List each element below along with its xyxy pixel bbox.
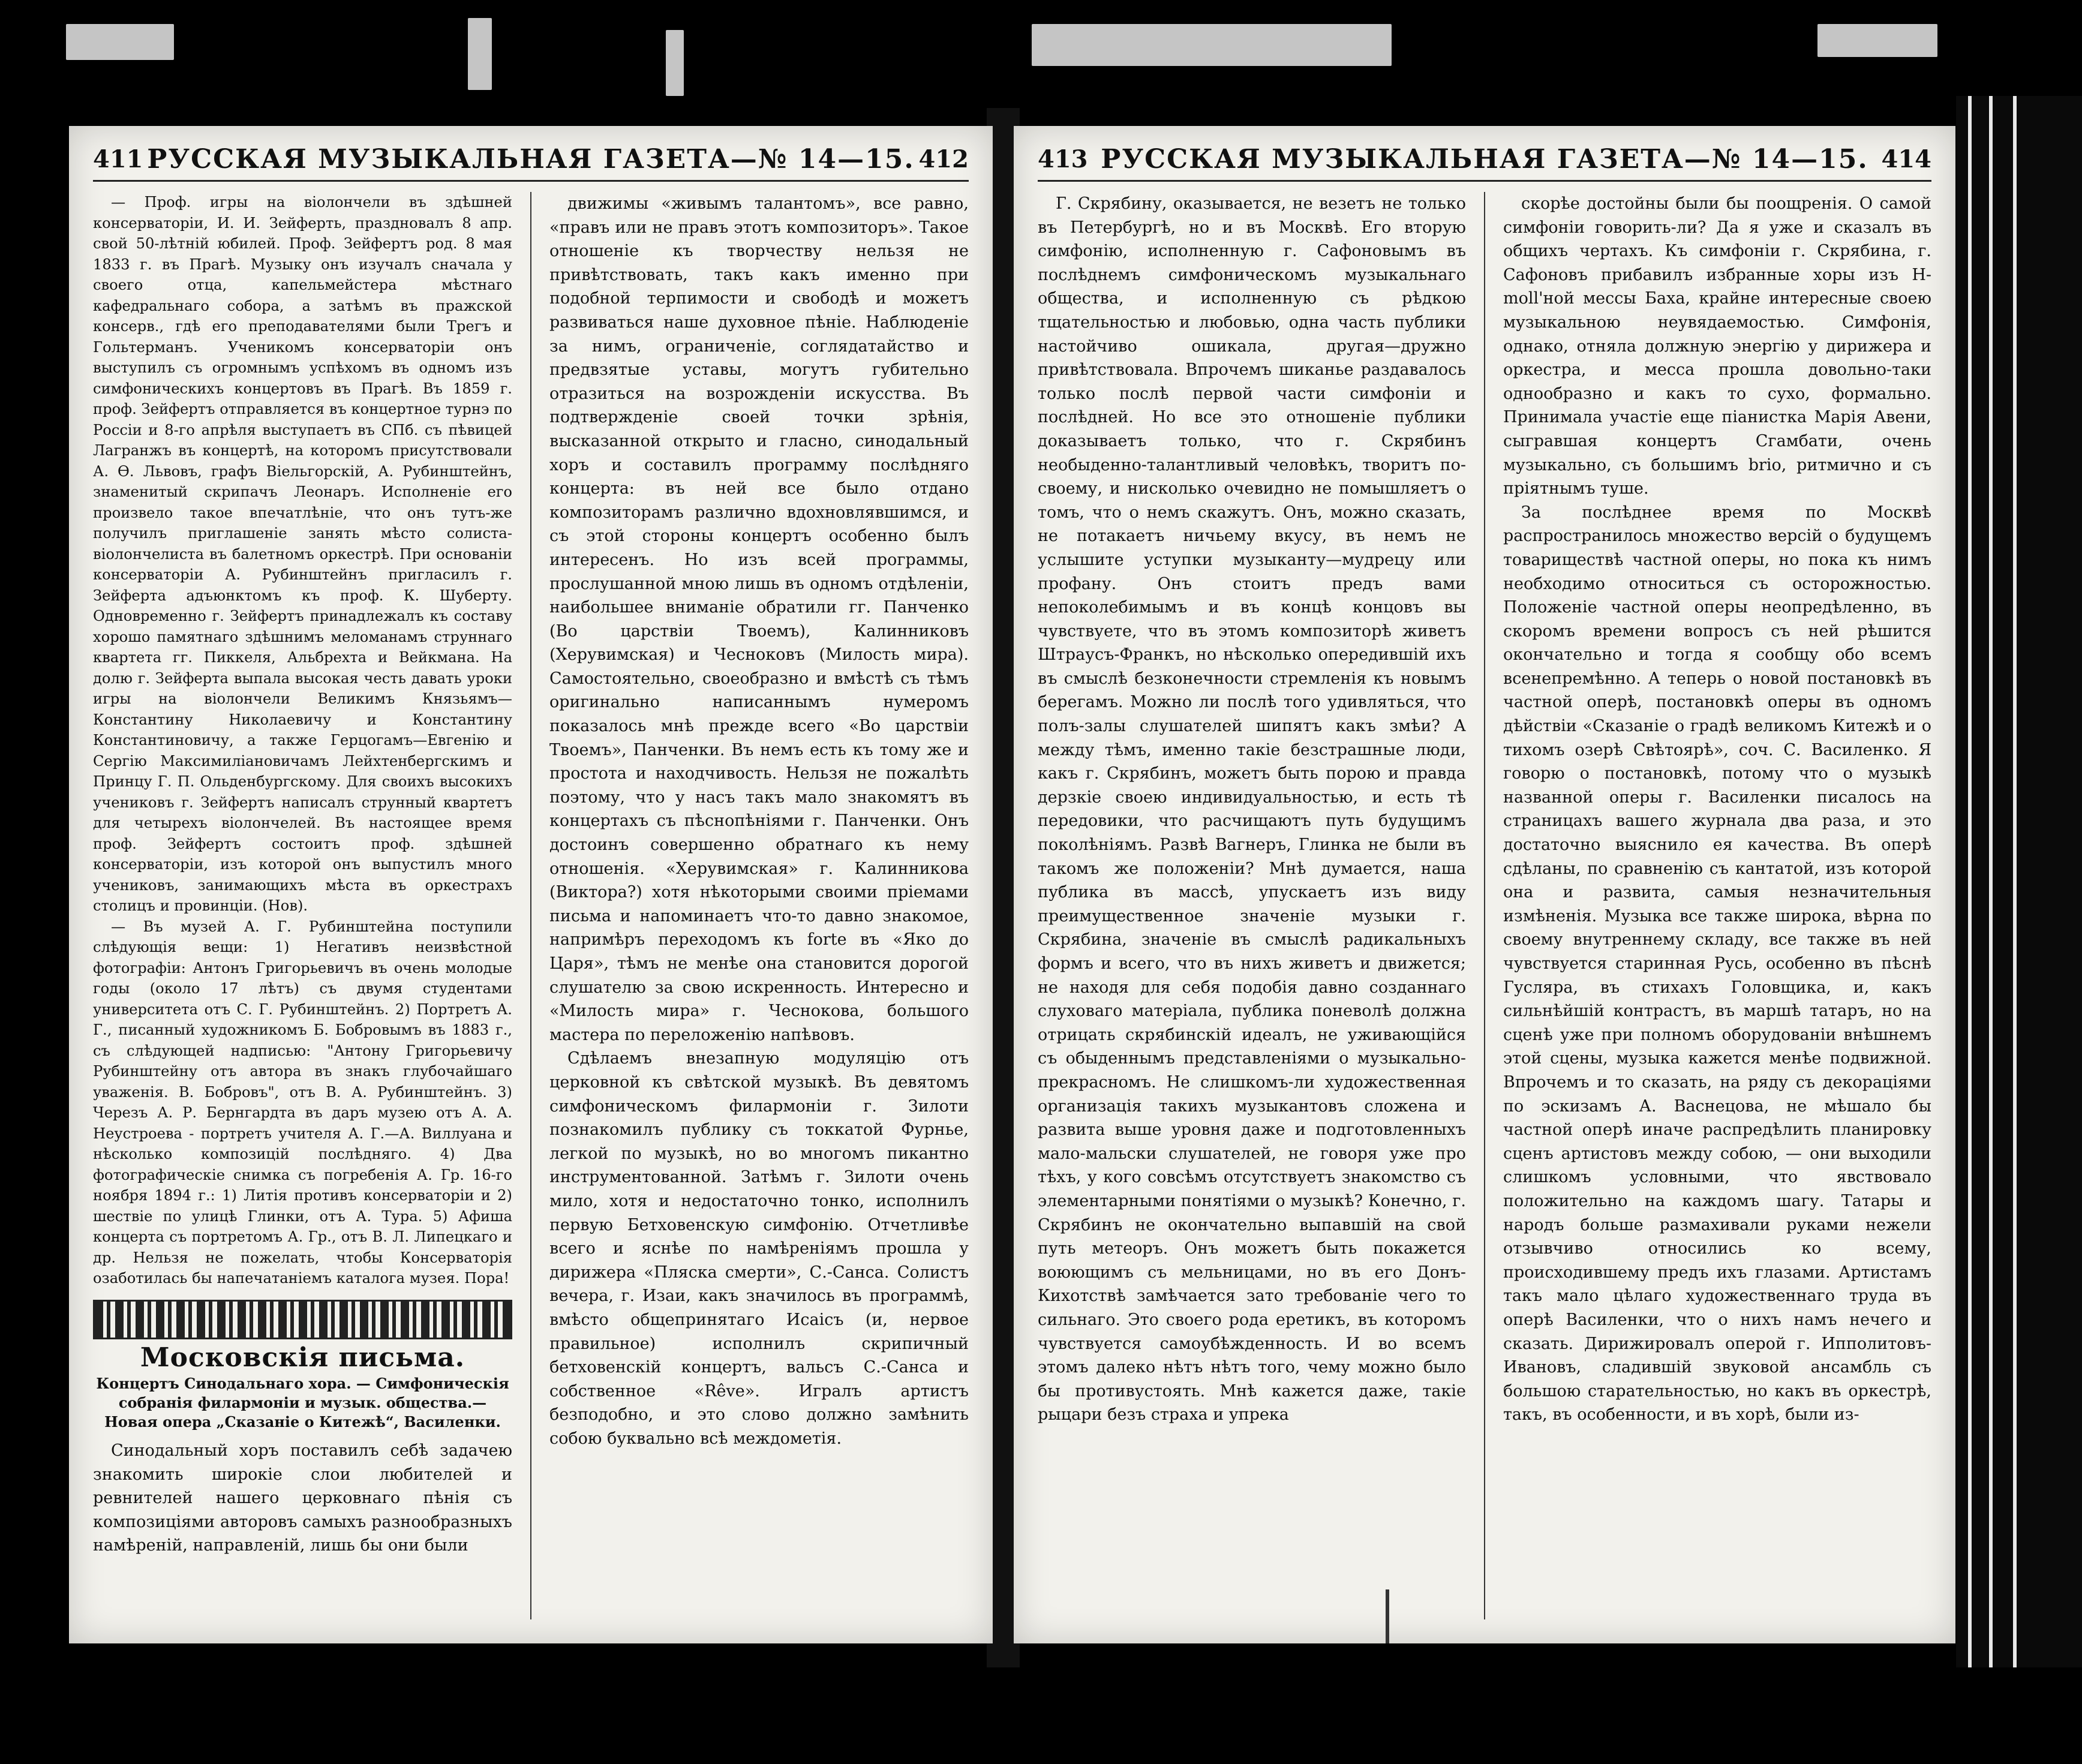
page-number-412: 412 xyxy=(918,145,969,173)
column-2 xyxy=(549,192,969,1619)
page-number-414: 414 xyxy=(1881,145,1931,173)
column-1-body xyxy=(93,1439,512,1558)
left-page-columns xyxy=(93,192,969,1619)
article-choir-continued: движимы «живымъ талантомъ», все равно, «правъ или не правъ этотъ композиторъ». Такое отношеніе къ творчеству нельзя не привѣтствовать, такъ какъ именно при подобной терпимости и свободѣ и можетъ развиваться наше духовное пѣніе. Наблюденіе за нимъ, ограниченіе, соглядатайство и предвзятые уставы, могутъ губительно отразиться на возрожденіи искусства. Въ подтвержденіе своей точки зрѣнія, высказанной открыто и гласно, синодальный хоръ и составилъ программу послѣдняго концерта: въ ней все было отдано композиторамъ различно вдохновлявшимся, и съ этой стороны концертъ особенно былъ интересенъ. Но изъ всей программы, прослушанной мною лишь въ одномъ отдѣленіи, наибольшее вниманіе обратили гг. Панченко (Во царствіи Твоемъ), Калинниковъ (Херувимская) и Чесноковъ (Милость мира). Самостоятельно, своеобразно и вмѣстѣ съ тѣмъ оригинально написаннымъ нумеромъ показалось мнѣ прежде всего «Во царствіи Твоемъ», Панченки. Въ немъ есть къ тому же и простота и находчивость. Нельзя не пожалѣть поэтому, что у насъ такъ мало знакомятъ въ концертахъ съ пѣснопѣніями г. Панченки. Онъ достоинъ совершенно обратнаго къ нему отношенія. «Херувимская» г. Калинникова (Виктора?) хотя нѣкоторыми своими пріемами письма и напоминаетъ что-то давно знакомое, напримѣръ переходомъ къ forte въ «Яко до Царя», тѣмъ не менѣе она становится дорогой слушателю за свою искренность. Интересно и «Милость мира» г. Чеснокова, большого мастера по переложенію напѣвовъ. xyxy=(549,194,969,1044)
scan-mark xyxy=(1386,1589,1389,1643)
column-4 xyxy=(1503,192,1931,1619)
column-rule xyxy=(1484,192,1485,1619)
right-page-columns xyxy=(1038,192,1931,1619)
masthead-right: РУССКАЯ МУЗЫКАЛЬНАЯ ГАЗЕТА—№ 14—15. xyxy=(1101,143,1868,175)
column-3 xyxy=(1038,192,1466,1619)
page-number-411: 411 xyxy=(93,145,143,173)
article-scriabin-continued: скорѣе достойны были бы поощренія. О самой симфоніи говорить-ли? Да я уже и сказалъ въ общихъ чертахъ. Къ симфоніи г. Скрябина, г. Сафоновъ прибавилъ избранные хоры изъ H-moll'ной мессы Баха, крайне интересные своею музыкальною неувядаемостью. Симфонія, однако, отняла должную энергію у дирижера и оркестра, и месса прошла довольно-таки однообразно и какъ то сухо, формально. Принимала участіе еще піанистка Марія Авени, сыгравшая концертъ Сгамбати, очень музыкально, съ большимъ brio, ритмично и съ пріятнымъ туше. xyxy=(1503,194,1931,498)
right-page-header xyxy=(1038,138,1931,182)
page-number-413: 413 xyxy=(1038,145,1088,173)
article-private-opera: За послѣднее время по Москвѣ распространилось множество версій о будущемъ товариществѣ частной оперы, но пока къ нимъ необходимо относиться съ осторожностью. Положеніе частной оперы неопредѣленно, въ скоромъ времени вопросъ съ ней рѣшится окончательно и тогда я сообщу обо всемъ всенепремѣнно. А теперь о новой постановкѣ въ частной оперѣ, постановкѣ оперы въ одномъ дѣйствіи «Сказаніе о градѣ великомъ Китежѣ и о тихомъ озерѣ Свѣтоярѣ», соч. С. Василенко. Я говорю о постановкѣ, потому что о музыкѣ названной оперы г. Василенки писалось на страницахъ вашего журнала два раза, и это достаточно выяснило ея качества. Въ оперѣ сдѣланы, по сравненію съ кантатой, изъ которой она и развита, самыя незначительныя измѣненія. Музыка все также широка, вѣрна по своему внутреннему складу, все также въ ней чувствуется старинная Русь, особенно въ пѣснѣ Гусляра, въ стихахъ Головщика, и, какъ сильнѣйшій контрастъ, въ маршѣ татаръ, но на сценѣ уже при полномъ оборудованіи внѣшнемъ этой сцены, музыка кажется менѣе подвижной. Впрочемъ и то сказать, на ряду съ декораціями по эскизамъ А. Васнецова, не мѣшало бы частной оперѣ иначе распредѣлить планировку сценъ артистовъ между собою, — они выходили слишкомъ условными, что явствовало положительно на каждомъ шагу. Татары и народъ больше размахивали руками нежели отзывчиво относились ко всему, происходившему предъ ихъ глазами. Артистамъ такъ мало цѣлаго художественнаго труда въ оперѣ Василенки, что о нихъ намъ нечего и сказать. Дирижировалъ оперой г. Ипполитовъ-Ивановъ, сладившій звуковой ансамбль съ большою старательностью, но какъ въ оркестрѣ, такъ, въ особенности, и въ хорѣ, были из- xyxy=(1503,503,1931,1425)
article-scriabin: Г. Скрябину, оказывается, не везетъ не только въ Петербургѣ, но и въ Москвѣ. Его вторую симфонію, исполненную г. Сафоновымъ въ послѣднемъ симфоническомъ музыкальнаго общества, и исполненную съ рѣдкою тщательностью и любовью, одна часть публики настойчиво ошикала, другая—дружно привѣтствовала. Впрочемъ шиканье раздавалось только послѣ первой части симфоніи и послѣдней. Но все это отношеніе публики доказываетъ только, что г. Скрябинъ необыденно-талантливый человѣкъ, творитъ по-своему, и нисколько очевидно не помышляетъ о томъ, что о немъ скажутъ. Онъ, можно сказать, не потакаетъ ничьему вкусу, въ немъ не услышите уступки музыканту—мудрецу или профану. Онъ стоитъ предъ вами непоколебимымъ и въ концѣ концовъ вы чувствуете, что въ этомъ композиторѣ живетъ Штраусъ-Франкъ, но нѣсколько опередившій ихъ въ смыслѣ безконечности стремленія къ новымъ берегамъ. Можно ли послѣ того удивляться, что полъ-залы слушателей шипятъ какъ змѣи? А между тѣмъ, именно такіе безстрашные люди, какъ г. Скрябинъ, можетъ быть порою и правда дерзкіе своею индивидуальностью, и есть тѣ передовики, что расчищаютъ путь будущимъ поколѣніямъ. Развѣ Вагнеръ, Глинка не были въ такомъ же положеніи? Мнѣ думается, наша публика въ массѣ, упускаетъ изъ виду преимущественное значеніе музыки г. Скрябина, значеніе въ смыслѣ радикальныхъ формъ и всего, что въ нихъ живетъ и движется; не находя для себя подобія давно созданнаго слуховаго матеріала, публика поневолѣ должна отрицать скрябинскій идеалъ, не уживающійся съ обыденнымъ представленіями о музыкально-прекрасномъ. Не слишкомъ-ли художественная организація такихъ музыкантовъ сложена и развита выше уровня даже и подготовленныхъ мало-мальски слушателей, не говоря уже про тѣхъ, у кого совсѣмъ отсутствуетъ знакомство съ элементарными понятіями о музыкѣ? Конечно, г. Скрябинъ не окончательно выпавшій на свой путь метеоръ. Онъ можетъ быть покажется воюющимъ съ мельницами, но въ его Донъ-Кихотствѣ замѣчается зато требованіе чего то сильнаго. Это своего рода еретикъ, въ которомъ чувствуется самоубѣжденность. И во всемъ этомъ далеко нѣтъ нѣтъ того, чему можно было бы противустоять. Мнѣ кажется даже, такіе рыцари безъ страха и упрека xyxy=(1038,194,1466,1425)
book-edge xyxy=(1956,96,2082,1667)
column-rule xyxy=(530,192,531,1619)
right-page xyxy=(1014,126,1955,1643)
left-page xyxy=(69,126,993,1643)
scan-noise-top xyxy=(48,12,2034,102)
section-summary: Концертъ Синодальнаго хора. — Симфоническія собранія филармоніи и музык. общества.—Новая опера „Сказаніе о Китежѣ“, Василенки. xyxy=(96,1375,509,1431)
article-rubinstein-museum: — Въ музей А. Г. Рубинштейна поступили слѣдующія вещи: 1) Негативъ неизвѣстной фотографіи: Антонъ Григорьевичъ въ очень молодые годы (около 17 лѣтъ) съ двумя студентами университета отъ С. Г. Рубинштейнъ. 2) Портретъ А. Г., писанный художникомъ Б. Бобровымъ въ 1883 г., съ слѣдующей надписью: "Антону Григорьевичу Рубинштейну отъ автора въ знакъ глубочайшаго уваженія. В. Бобровъ", отъ В. А. Рубинштейнъ. 3) Черезъ А. Р. Бернгардта въ даръ музею отъ А. А. Неустроева - портретъ учителя А. Г.—А. Виллуана и нѣсколько композицій послѣдняго. 4) Два фотографическіе снимка съ погребенія А. Гр. 16-го ноября 1894 г.: 1) Литія противъ консерваторіи и 2) шествіе по улицѣ Глинки, отъ А. Тура. 5) Афиша концерта съ портретомъ А. Гр., отъ В. Л. Липецкаго и др. Нельзя не пожелать, чтобы Консерваторія озаботилась бы напечатаніемъ каталога музея. Пора! xyxy=(93,918,512,1287)
masthead-left: РУССКАЯ МУЗЫКАЛЬНАЯ ГАЗЕТА—№ 14—15. xyxy=(147,143,915,175)
article-philharmonic: Сдѣлаемъ внезапную модуляцію отъ церковной къ свѣтской музыкѣ. Въ девятомъ симфоническомъ филармоніи г. Зилоти познакомилъ публику съ токкатой Фурнье, легкой по музыкѣ, но во многомъ пикантно инструментованной. Затѣмъ г. Зилоти очень мило, хотя и недостаточно тонко, исполнилъ первую Бетховенскую симфонію. Отчетливѣе всего и яснѣе по намѣреніямъ прошла у дирижера «Пляска смерти», С.-Санса. Солистъ вечера, г. Изаи, какъ значилось въ программѣ, вмѣсто общепринятаго Исаісъ (и, нервое правильное) исполнилъ скрипичный бетховенскій концертъ, вальсъ С.-Санса и собственное «Rêve». Игралъ артистъ безподобно, и это слово должно замѣнить собою буквально всѣ междометія. xyxy=(549,1049,969,1448)
section-title: Московскія письма. xyxy=(140,1342,465,1373)
column-1 xyxy=(93,192,512,1619)
ornament-divider xyxy=(93,1300,512,1339)
left-page-header xyxy=(93,138,969,182)
article-seifert: — Проф. игры на віолончели въ здѣшней консерваторіи, И. И. Зейферть, праздновалъ 8 апр. свой 50-лѣтній юбилей. Проф. Зейфертъ род. 8 мая 1833 г. въ Прагѣ. Музыку онъ изучалъ сначала у своего отца, капельмейстера мѣстнаго кафедральнаго собора, а затѣмъ въ пражской консерв., гдѣ его преподавателями были Трегъ и Гольтерманъ. Ученикомъ консерваторіи онъ выступилъ съ огромнымъ успѣхомъ въ одномъ изъ симфоническихъ концертовъ въ Прагѣ. Въ 1859 г. проф. Зейфертъ отправляется въ концертное турнэ по Россіи и 8-го апрѣля выступаетъ въ СПб. съ пѣвицей Лагранжъ въ концертѣ, на которомъ присутствовали А. Ѳ. Львовъ, графъ Віельгорскій, А. Рубинштейнъ, знаменитый скрипачъ Леонаръ. Исполненіе его произвело такое впечатлѣніе, что онъ тутъ-же получилъ приглашеніе занять мѣсто солиста-віолончелиста въ балетномъ оркестрѣ. При основаніи консерваторіи А. Рубинштейнъ пригласилъ г. Зейферта адъюнктомъ къ проф. К. Шуберту. Одновременно г. Зейфертъ принадлежалъ къ составу хорошо памятнаго здѣшнимъ меломанамъ струннаго квартета гг. Пиккеля, Альбрехта и Вейкмана. На долю г. Зейферта выпала высокая честь давать уроки игры на віолончели Великимъ Князьямъ—Константину Николаевичу и Константину Константиновичу, а также Герцогамъ—Евгенію и Сергію Максимиліановичамъ Лейхтенбергскимъ и Принцу Г. П. Ольденбургскому. Для своихъ высокихъ учениковъ г. Зейфертъ написалъ струнный квартетъ для четырехъ віолончелей. Въ настоящее время проф. Зейфертъ состоитъ проф. здѣшней консерваторіи, изъ которой онъ выпустилъ много учениковъ, занимающихъ мѣста въ оркестрахъ столицъ и провинціи. (Нов). xyxy=(93,194,512,914)
article-synodal-choir: Синодальный хоръ поставилъ себѣ задачею знакомить широкіе слои любителей и ревнителей нашего церковнаго пѣнія съ композиціями авторовъ самыхъ разнообразныхъ намѣреній, направленій, лишь бы они были xyxy=(93,1441,512,1555)
